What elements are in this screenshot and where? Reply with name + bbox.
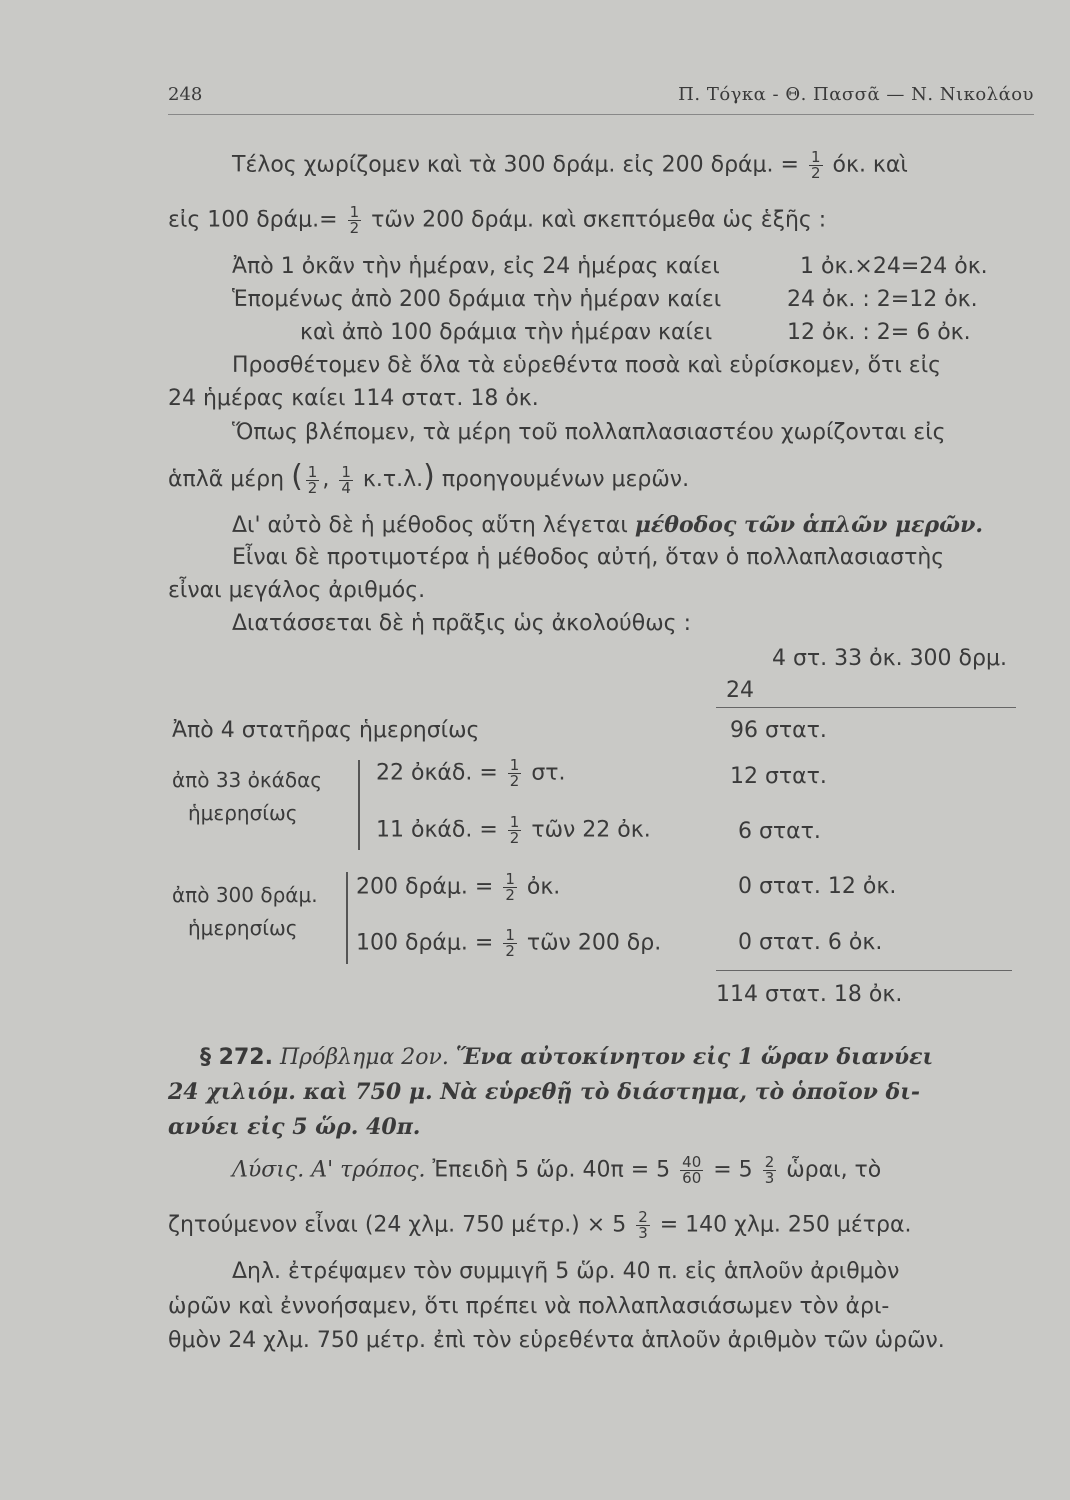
fraction xyxy=(508,815,522,846)
fraction xyxy=(339,462,353,497)
text-span: ζητούμενον εἶναι (24 χλμ. 750 μέτρ.) × 5 xyxy=(168,1212,627,1238)
text-span: 22 ὀκάδ. = xyxy=(376,760,498,786)
text-line xyxy=(168,205,826,236)
row-value: 12 στατ. xyxy=(730,764,827,789)
text-span: Δι' αὐτὸ δὲ ἡ μέθοδος αὕτη λέγεται xyxy=(232,513,628,538)
text-span: εἰς 100 δράμ.= xyxy=(168,207,338,233)
text-line: εἶναι μεγάλος ἀριθμός. xyxy=(168,578,426,603)
text-line: 1 ὀκ.×24=24 ὀκ. xyxy=(800,254,988,279)
numerator: 2 xyxy=(638,1208,648,1226)
fraction xyxy=(636,1210,650,1241)
solution-line xyxy=(232,1155,881,1186)
text-line: ἁπλᾶ μέρη ( $\frac{1}{2}$ , $\frac{1}{4}$ κ.τ.λ.) προηγουμένων μερῶν. xyxy=(168,459,690,497)
text-line: Ὅπως βλέπομεν, τὰ μέρη τοῦ πολλαπλασιαστέου χωρίζονται εἰς xyxy=(232,420,946,445)
text-span: κ.τ.λ. xyxy=(362,467,424,492)
text-span: Τέλος χωρίζομεν καὶ τὰ 300 δράμ. εἰς 200 δράμ. = xyxy=(232,152,799,178)
text-span: ὀκ. xyxy=(526,874,561,900)
denominator: 60 xyxy=(682,1169,702,1187)
text-line: 24 ἡμέρας καίει 114 στατ. 18 ὀκ. xyxy=(168,386,539,411)
solution-line: ὡρῶν καὶ ἐννοήσαμεν, ὅτι πρέπει νὰ πολλαπλασιάσωμεν τὸν ἀρι- xyxy=(168,1294,890,1319)
numerator: 1 xyxy=(505,926,515,944)
fraction xyxy=(809,150,823,181)
text-span: = 140 χλμ. 250 μέτρα. xyxy=(659,1212,912,1238)
numerator: 1 xyxy=(509,813,520,831)
row-value: 96 στατ. xyxy=(730,718,827,743)
text-span: προηγουμένων μερῶν. xyxy=(441,467,690,492)
fraction xyxy=(503,872,517,903)
emphasized-term: μέθοδος τῶν ἁπλῶν μερῶν. xyxy=(634,512,984,538)
text-line xyxy=(376,758,566,789)
fraction xyxy=(680,1155,703,1186)
table-total: 114 στατ. 18 ὀκ. xyxy=(716,982,903,1007)
multiplicand: 4 στ. 33 ὀκ. 300 δρμ. xyxy=(772,646,1007,671)
fraction xyxy=(503,928,517,959)
numerator: 1 xyxy=(810,148,821,166)
numerator: 1 xyxy=(509,756,520,774)
fraction xyxy=(508,758,522,789)
text-line: Προσθέτομεν δὲ ὅλα τὰ εὑρεθέντα ποσὰ καὶ εὑρίσκομεν, ὅτι εἰς xyxy=(232,353,942,378)
denominator: 2 xyxy=(505,942,515,960)
problem-text: ανύει εἰς 5 ὥρ. 40π. xyxy=(168,1114,421,1140)
text-line xyxy=(232,510,983,541)
text-span: = 5 xyxy=(713,1157,753,1183)
problem-text: 24 χιλιόμ. καὶ 750 μ. Νὰ εὑρεθῇ τὸ διάστημα, τὸ ὁποῖον δι- xyxy=(168,1079,920,1105)
text-span: 11 ὀκάδ. = xyxy=(376,817,498,843)
fraction xyxy=(306,462,320,497)
row-label: Ἀπὸ 4 στατῆρας ἡμερησίως xyxy=(172,718,480,743)
problem-line xyxy=(200,1042,933,1073)
text-span: τῶν 200 δράμ. καὶ σκεπτόμεθα ὡς ἑξῆς : xyxy=(371,207,827,233)
multiplier: 24 xyxy=(726,678,754,703)
solution-line: θμὸν 24 χλμ. 750 μέτρ. ἐπὶ τὸν εὑρεθέντα ἁπλοῦν ἀριθμὸν τῶν ὡρῶν. xyxy=(168,1328,945,1353)
denominator: 2 xyxy=(505,886,515,904)
rule-line xyxy=(716,970,1012,971)
text-span: όκ. καὶ xyxy=(832,152,908,178)
numerator: 1 xyxy=(341,462,351,481)
row-value: 0 στατ. 6 ὀκ. xyxy=(738,930,883,955)
numerator: 2 xyxy=(764,1153,775,1171)
denominator: 4 xyxy=(341,478,351,497)
text-line xyxy=(232,150,908,181)
group-label: ἀπὸ 300 δράμ. xyxy=(172,883,318,907)
problem-label: Πρόβλημα 2ον. xyxy=(279,1045,449,1070)
solution-label: Λύσις. Α' τρόπος. xyxy=(232,1157,426,1183)
fraction xyxy=(763,1155,777,1186)
denominator: 2 xyxy=(307,478,318,497)
numerator: 1 xyxy=(505,870,515,888)
denominator: 2 xyxy=(509,772,520,790)
numerator: 40 xyxy=(682,1153,702,1171)
denominator: 3 xyxy=(638,1224,648,1242)
group-label: ἡμερησίως xyxy=(188,801,298,825)
running-header xyxy=(168,84,1034,115)
denominator: 3 xyxy=(764,1169,775,1187)
group-label: ἡμερησίως xyxy=(188,916,298,940)
problem-text: Ἕνα αὐτοκίνητον εἰς 1 ὥραν διανύει xyxy=(455,1044,934,1070)
fraction xyxy=(348,205,362,236)
brace xyxy=(346,872,348,964)
text-span: τῶν 200 δρ. xyxy=(526,930,662,956)
text-line: Ἀπὸ 1 ὀκᾶν τὴν ἡμέραν, εἰς 24 ἡμέρας καίει xyxy=(232,254,720,279)
text-span: τῶν 22 ὀκ. xyxy=(531,817,651,843)
authors: Π. Τόγκα - Θ. Πασσᾶ — Ν. Νικολάου xyxy=(678,84,1034,105)
brace xyxy=(358,760,360,850)
solution-line xyxy=(168,1210,911,1241)
text-line: 12 ὀκ. : 2= 6 ὀκ. xyxy=(787,320,971,345)
page-number: 248 xyxy=(168,84,203,105)
text-span: Ἐπειδὴ 5 ὥρ. 40π = 5 xyxy=(432,1157,671,1183)
row-value: 0 στατ. 12 ὀκ. xyxy=(738,874,897,899)
solution-line: Δηλ. ἐτρέψαμεν τὸν συμμιγῆ 5 ὥρ. 40 π. εἰς ἁπλοῦν ἀριθμὸν xyxy=(232,1259,900,1284)
text-line: 24 ὀκ. : 2=12 ὀκ. xyxy=(787,287,978,312)
text-span: στ. xyxy=(531,760,566,786)
text-line: καὶ ἀπὸ 100 δράμια τὴν ἡμέραν καίει xyxy=(300,320,713,345)
denominator: 2 xyxy=(349,219,360,237)
denominator: 2 xyxy=(810,164,821,182)
text-span: ἁπλᾶ μέρη xyxy=(168,467,285,492)
rule-line xyxy=(716,707,1016,708)
text-span: 200 δράμ. = xyxy=(356,874,494,900)
text-line: Ἑπομένως ἀπὸ 200 δράμια τὴν ἡμέραν καίει xyxy=(232,287,722,312)
text-line: Διατάσσεται δὲ ἡ πρᾶξις ὡς ἀκολούθως : xyxy=(232,611,691,636)
group-label: ἀπὸ 33 ὀκάδας xyxy=(172,768,322,792)
section-number: § 272. xyxy=(200,1045,273,1070)
numerator: 1 xyxy=(307,462,318,481)
numerator: 1 xyxy=(349,203,360,221)
row-value: 6 στατ. xyxy=(738,819,821,844)
text-line xyxy=(356,872,560,903)
text-span: ὧραι, τὸ xyxy=(786,1157,882,1183)
text-line: Εἶναι δὲ προτιμοτέρα ἡ μέθοδος αὐτή, ὅταν ὁ πολλαπλασιαστὴς xyxy=(232,545,945,570)
text-line xyxy=(376,815,651,846)
text-span: 100 δράμ. = xyxy=(356,930,494,956)
text-line xyxy=(356,928,661,959)
denominator: 2 xyxy=(509,829,520,847)
